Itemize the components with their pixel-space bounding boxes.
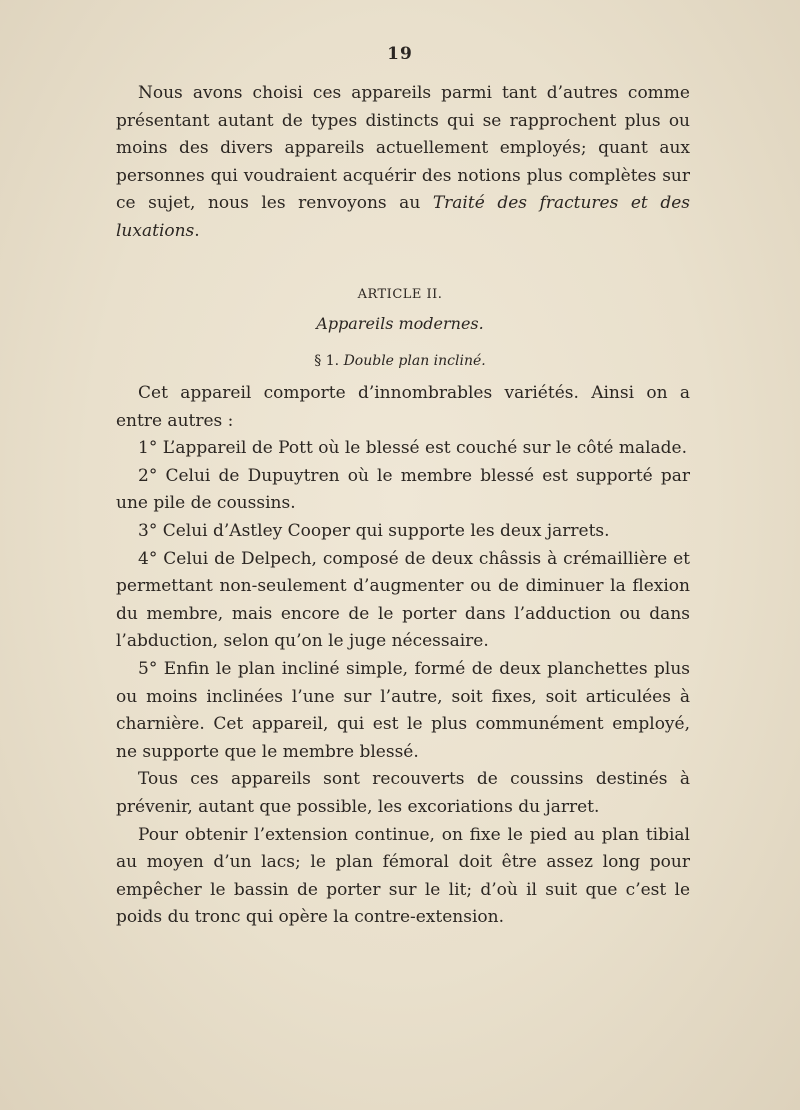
page-number: 19 (387, 44, 413, 64)
body-text (116, 380, 690, 932)
list-item: 3° Celui d’Astley Cooper qui supporte les deux jarrets. (138, 520, 610, 541)
list-item: 2° Celui de Dupuytren où le membre blessé est supporté par une pile de coussins. (116, 465, 690, 514)
list-item: 5° Enfin le plan incliné simple, formé de deux planchettes plus ou moins inclinées l’une sur l’autre, soit fixes, soit articulées à charnière. Cet appareil, qui est le plus communément employé, ne supporte que le membre blessé. (116, 658, 690, 762)
article-heading: ARTICLE II. (357, 287, 443, 302)
intro-paragraph (116, 80, 690, 246)
paragraph: Cet appareil comporte d’innombrables variétés. Ainsi on a entre autres : (116, 383, 690, 431)
subsection-title: Double plan incliné. (343, 353, 486, 369)
intro-text (116, 80, 690, 246)
subsection-heading (0, 353, 800, 369)
intro-text-start: Nous avons choisi ces appareils parmi tant d’autres comme présentant autant de types distincts qui se rapprochent plus ou moins des divers appareils actuellement employés; quant aux personnes qui voudraient acquérir des notions plus complètes sur ce sujet, nous les renvoyons au (116, 83, 690, 214)
list-item: 1° L’appareil de Pott où le blessé est couché sur le côté malade. (138, 438, 688, 459)
paragraph: Tous ces appareils sont recouverts de coussins destinés à prévenir, autant que possible, les excoriations du jarret. (116, 769, 690, 817)
paragraph: Pour obtenir l’extension continue, on fixe le pied au plan tibial au moyen d’un lacs; le plan fémoral doit être assez long pour empêcher le bassin de porter sur le lit; d’où il suit que c’est le poids du tronc qui opère la contre-extension. (116, 824, 690, 928)
subsection-number: § 1. (314, 353, 340, 369)
section-title: Appareils modernes. (316, 314, 484, 333)
intro-text-end: . (194, 220, 200, 241)
book-title: Traité des fractures et des luxations (116, 193, 690, 241)
list-item: 4° Celui de Delpech, composé de deux châssis à crémaillière et permettant non-seulement d’augmenter ou de diminuer la flexion du membre, mais encore de le porter dans l’adduction ou dans l’abduction, selon qu’on le juge nécessaire. (116, 548, 690, 652)
